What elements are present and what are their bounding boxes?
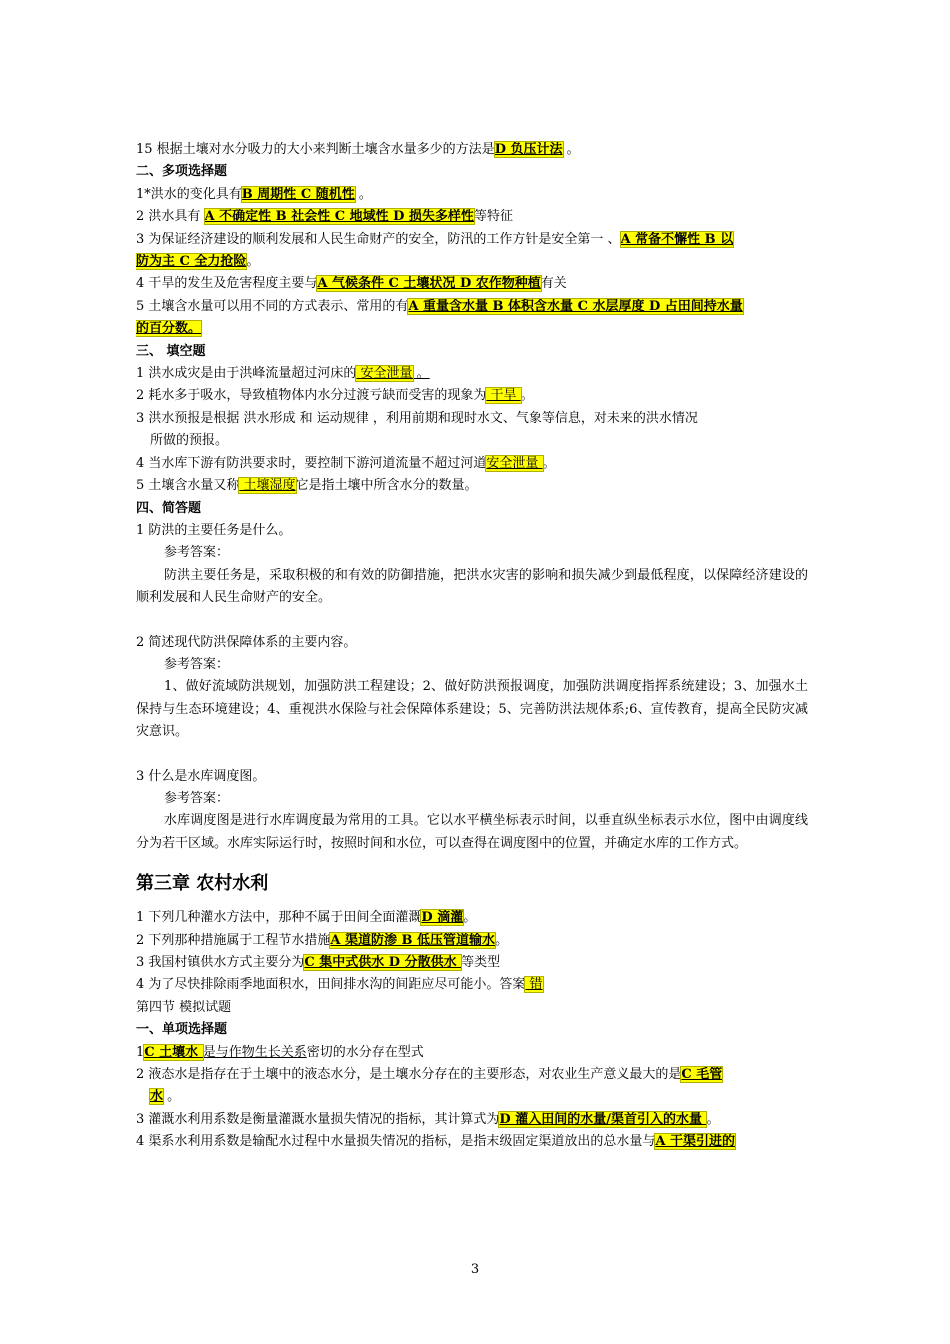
question-text: 4 当水库下游有防洪要求时，要控制下游河道流量不超过河道: [136, 455, 487, 471]
question-end: 。: [706, 1111, 720, 1127]
question-text: 2 液态水是指存在于土壤中的液态水分，是土壤水分存在的主要形态，对农业生产意义最大的是: [136, 1067, 682, 1083]
multi-question-3: [136, 229, 808, 251]
single-question-1: [136, 1042, 808, 1064]
question-text: 3 为保证经济建设的顺利发展和人民生命财产的安全，防汛的工作方针是安全第一 、: [136, 231, 621, 247]
question-text: 4 为了尽快排除雨季地面积水，田间排水沟的间距应尽可能小。答案: [136, 977, 526, 993]
section-subheading: 第四节 模拟试题: [136, 999, 232, 1015]
reference-answer-text: 1、做好流域防洪规划，加强防洪工程建设；2、做好防洪预报调度，加强防洪调度指挥系统建设；3、加强水土保持与生态环境建设；4、重视洪水保险与社会保障体系建设；5、完善防洪法规体系;6、宣传教育，提高全民防灾减灾意识。: [136, 679, 808, 740]
answer-highlight: 安全泄量: [356, 366, 413, 382]
answer-highlight: D 负压计法: [494, 142, 563, 157]
question-end: 有关: [540, 276, 567, 292]
chapter-question-2: [136, 930, 808, 952]
question-end: 密切的水分存在型式: [306, 1044, 424, 1060]
question-text: 2 耗水多于吸水，导致植物体内水分过渡亏缺而受害的现象为: [136, 388, 487, 404]
answer-highlight: A 气候条件 C 土壤状况 D 农作物种植: [317, 276, 541, 292]
spacer: [136, 744, 808, 766]
question-end: 。: [412, 366, 430, 382]
multi-question-4: [136, 273, 808, 295]
single-question-2: [136, 1064, 808, 1086]
fill-question-3: 3 洪水预报是根据 洪水形成 和 运动规律 ，利用前期和现时水文、气象等信息，对未来的洪水情况: [136, 410, 698, 426]
question-end: 等类型: [461, 955, 501, 970]
chapter-question-4: [136, 974, 808, 996]
question-end: 。: [463, 910, 477, 926]
question-15: [136, 139, 808, 161]
question-end: 。: [163, 1089, 181, 1105]
question-text: 1 下列几种灌水方法中，那种不属于田间全面灌溉: [136, 910, 422, 926]
single-question-2-cont: [136, 1086, 808, 1108]
reference-answer-text: 防洪主要任务是，采取积极的和有效的防御措施，把洪水灾害的影响和损失减少到最低程度，以保障经济建设的顺利发展和人民生命财产的安全。: [136, 567, 808, 606]
question-text: 3 灌溉水利用系数是衡量灌溉水量损失情况的指标，其计算式为: [136, 1111, 500, 1127]
answer-highlight: 防为主 C 全力抢险: [136, 254, 247, 270]
spacer: [136, 610, 808, 632]
reference-answer-label: 参考答案：: [164, 790, 230, 806]
fill-question-2: [136, 385, 808, 407]
short-question-3: 3 什么是水库调度图。: [136, 768, 266, 784]
multi-question-5: [136, 296, 808, 318]
question-text: 5 土壤含水量又称: [136, 478, 240, 494]
answer-highlight: D 灌入田间的水量/渠首引入的水量: [499, 1111, 707, 1127]
page-content: [136, 139, 808, 1154]
answer-highlight: 错: [525, 977, 543, 993]
answer-highlight: B 周期性 C 随机性: [241, 186, 355, 202]
question-text: 是与作物生长关系: [202, 1044, 307, 1060]
answer-highlight: A 不确定性 B 社会性 C 地域性 D 损失多样性: [204, 209, 474, 225]
question-end: 。: [542, 455, 556, 471]
fill-question-4: [136, 453, 808, 475]
chapter-title: 第三章 农村水利: [136, 873, 269, 895]
section-heading-single: 一、单项选择题: [136, 1022, 228, 1038]
chapter-question-1: [136, 907, 808, 929]
question-end: 。: [495, 932, 509, 948]
multi-question-5-cont: [136, 318, 808, 340]
section-heading-multi: 二、多项选择题: [136, 164, 228, 180]
answer-highlight: 干旱: [486, 388, 521, 404]
answer-highlight: 水: [150, 1089, 164, 1105]
question-end: 。: [354, 186, 372, 202]
answer-highlight: A 渠道防渗 B 低压管道输水: [330, 932, 496, 948]
section-heading-short: 四、简答题: [136, 500, 202, 516]
question-text: 2 洪水具有: [136, 209, 201, 225]
question-text: 15 根据土壤对水分吸力的大小来判断土壤含水量多少的方法是: [136, 142, 495, 157]
multi-question-2: [136, 206, 808, 228]
question-text: 1 洪水成灾是由于洪峰流量超过河床的: [136, 366, 357, 382]
answer-highlight: D 滴灌: [421, 910, 464, 926]
question-end: 它是指土壤中所含水分的数量。: [295, 478, 478, 494]
fill-question-1: [136, 363, 808, 385]
reference-answer-label: 参考答案：: [164, 545, 230, 561]
answer-highlight: C 毛管: [681, 1067, 723, 1083]
question-text: 4 干旱的发生及危害程度主要与: [136, 276, 318, 292]
chapter-question-3: [136, 952, 808, 974]
question-text: 4 渠系水利用系数是输配水过程中水量损失情况的指标，是指末级固定渠道放出的总水量与: [136, 1134, 656, 1150]
question-text: 5 土壤含水量可以用不同的方式表示、常用的有: [136, 298, 409, 314]
answer-highlight: C 土壤水: [144, 1044, 203, 1060]
section-heading-fill: 三、 填空题: [136, 343, 206, 359]
short-question-2: 2 简述现代防洪保障体系的主要内容。: [136, 634, 357, 650]
fill-question-3-cont: 所做的预报。: [150, 433, 229, 449]
multi-question-3-cont: [136, 251, 808, 273]
single-question-4: [136, 1131, 808, 1153]
question-number: 1: [136, 1044, 145, 1060]
answer-highlight: A 干渠引进的: [655, 1134, 736, 1150]
single-question-3: [136, 1109, 808, 1131]
question-end: 等特征: [473, 209, 513, 225]
reference-answer-text: 水库调度图是进行水库调度最为常用的工具。它以水平横坐标表示时间，以垂直纵坐标表示水位，图中由调度线分为若干区域。水库实际运行时，按照时间和水位，可以查得在调度图中的位置，并确定水库的工作方式。: [136, 813, 808, 851]
question-end: 。: [562, 142, 580, 157]
short-question-1: 1 防洪的主要任务是什么。: [136, 522, 292, 538]
reference-answer-label: 参考答案：: [164, 656, 230, 672]
question-text: 1*洪水的变化具有: [136, 186, 242, 202]
answer-highlight: 的百分数。: [136, 321, 202, 337]
answer-highlight: A 重量含水量 B 体积含水量 C 水层厚度 D 占田间持水量: [408, 298, 743, 314]
question-text: 2 下列那种措施属于工程节水措施: [136, 932, 331, 948]
answer-highlight: A 常备不懈性 B 以: [620, 231, 734, 247]
question-end: 。: [520, 388, 534, 404]
question-end: 。: [246, 254, 260, 270]
answer-highlight: 安全泄量: [486, 455, 543, 471]
question-text: 3 我国村镇供水方式主要分为: [136, 955, 305, 970]
fill-question-5: [136, 475, 808, 497]
multi-question-1: [136, 184, 808, 206]
answer-highlight: C 集中式供水 D 分散供水: [304, 955, 462, 970]
page-number: 3: [470, 1262, 480, 1277]
answer-highlight: 土壤湿度: [239, 478, 296, 494]
